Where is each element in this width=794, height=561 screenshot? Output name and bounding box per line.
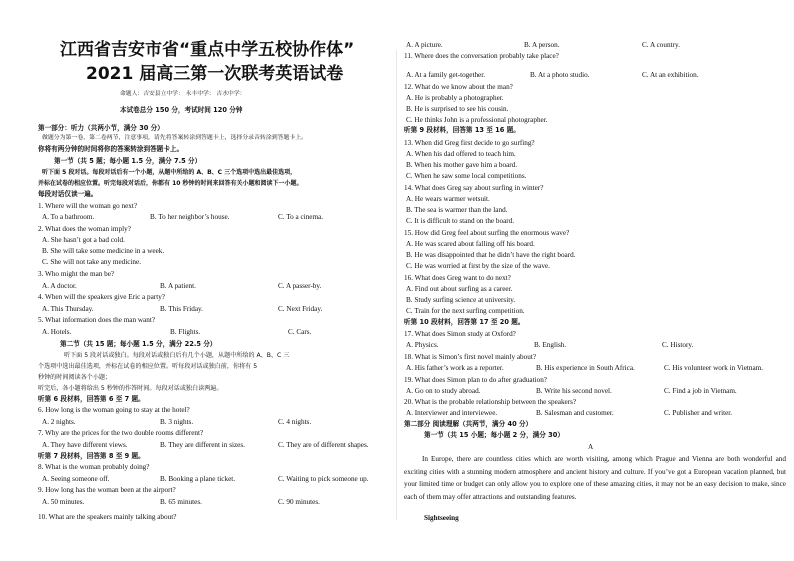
q20-option-c: C. Publisher and writer. xyxy=(664,409,733,417)
question-5: 5. What information does the man want? xyxy=(38,316,156,324)
question-3: 3. Who might the man be? xyxy=(38,270,115,278)
q4-option-c: C. Next Friday. xyxy=(278,305,323,313)
question-13: 13. When did Greg first decide to go surfing? xyxy=(404,139,535,147)
material-9-heading: 听第 9 段材料，回答第 13 至 16 题。 xyxy=(404,126,520,134)
question-2: 2. What does the woman imply? xyxy=(38,225,131,233)
question-8: 8. What is the woman probably doing? xyxy=(38,463,150,471)
q20-option-a: A. Interviewer and interviewee. xyxy=(406,409,498,417)
q7-option-a: A. They have different views. xyxy=(42,441,128,449)
q16-option-a: A. Find out about surfing as a career. xyxy=(406,285,513,293)
q6-option-a: A. 2 nights. xyxy=(42,418,76,426)
q10-option-a: A. A picture. xyxy=(406,41,443,49)
section1-instr2: 并标在试卷的相应位置。听完每段对话后，你都有 10 秒钟的时间来回答有关小题和阅读下一小题。 xyxy=(38,180,303,187)
question-11: 11. Where does the conversation probably take place? xyxy=(404,52,559,60)
section1-instr3: 每段对话仅读一遍。 xyxy=(38,190,98,198)
q3-option-a: A. A doctor. xyxy=(42,282,77,290)
column-divider xyxy=(396,50,397,520)
q8-option-b: B. Booking a plane ticket. xyxy=(160,475,236,483)
q11-option-b: B. At a photo studio. xyxy=(530,71,590,79)
q15-option-b: B. He was disappointed that he didn’t have the right board. xyxy=(406,251,576,259)
q1-option-c: C. To a cinema. xyxy=(278,213,324,221)
q16-option-c: C. Train for the next surfing competition. xyxy=(406,307,525,315)
q19-option-c: C. Find a job in Vietnam. xyxy=(664,387,737,395)
q2-option-b: B. She will take some medicine in a week. xyxy=(42,247,165,255)
q7-option-c: C. They are of different shapes. xyxy=(278,441,369,449)
q11-option-a: A. At a family get-together. xyxy=(406,71,486,79)
question-17: 17. What does Simon study at Oxford? xyxy=(404,330,516,338)
passage-label: A xyxy=(588,443,594,451)
intro-line2: 你将有两分钟的时间将你的答案转涂到答题卡上。 xyxy=(38,145,184,153)
q3-option-b: B. A patient. xyxy=(160,282,196,290)
q18-option-a: A. His father’s work as a reporter. xyxy=(406,364,504,372)
q13-option-a: A. When his dad offered to teach him. xyxy=(406,150,516,158)
part2-section1-heading: 第一节（共 15 小题；每小题 2 分，满分 30） xyxy=(424,431,564,439)
passage-text: In Europe, there are countless cities which are worth visiting, among which Prague and Vienna are both wonderful and exciting cities with a stunning modern atmosphere and ancient history and culture. If you’ve got a European vacation planned, but your limited time or budget can only allow you to explore one of these amazing cities, it may not be an easy decision to make, since each of them may offer attractions and outstanding features. xyxy=(404,455,786,501)
q10-option-b: B. A person. xyxy=(524,41,560,49)
question-19: 19. What does Simon plan to do after graduation? xyxy=(404,376,547,384)
section2-instr4: 听完后，各小题将给出 5 秒钟的作答时间。每段对话或独白读两遍。 xyxy=(38,385,223,392)
q4-option-a: A. This Thursday. xyxy=(42,305,94,313)
q5-option-b: B. Flights. xyxy=(170,328,201,336)
q15-option-c: C. He was worried at first by the size of the wave. xyxy=(406,262,550,270)
question-15: 15. How did Greg feel about surfing the enormous wave? xyxy=(404,229,570,237)
q6-option-c: C. 4 nights. xyxy=(278,418,312,426)
q8-option-c: C. Waiting to pick someone up. xyxy=(278,475,369,483)
section2-instr1: 听下面 5 段对话或独白。每段对话或独白后有几个小题，从题中所给的 A、B、C 三 xyxy=(64,352,290,359)
q9-option-a: A. 50 minutes. xyxy=(42,498,85,506)
q1-option-a: A. To a bathroom. xyxy=(42,213,95,221)
q6-option-b: B. 3 nights. xyxy=(160,418,194,426)
q19-option-a: A. Go on to study abroad. xyxy=(406,387,481,395)
question-4: 4. When will the speakers give Eric a party? xyxy=(38,293,165,301)
question-12: 12. What do we know about the man? xyxy=(404,83,513,91)
part2-heading: 第二部分 阅读理解（共两节，满分 40 分） xyxy=(404,420,533,428)
section1-heading: 第一节（共 5 题；每小题 1.5 分，满分 7.5 分） xyxy=(54,157,202,165)
q1-option-b: B. To her neighbor’s house. xyxy=(150,213,230,221)
q15-option-a: A. He was scared about falling off his board. xyxy=(406,240,535,248)
sightseeing-heading: Sightseeing xyxy=(424,514,459,522)
q12-option-a: A. He is probably a photographer. xyxy=(406,94,504,102)
q12-option-b: B. He is surprised to see his cousin. xyxy=(406,105,509,113)
question-6: 6. How long is the woman going to stay at the hotel? xyxy=(38,406,190,414)
q14-option-a: A. He wears warmer wetsuit. xyxy=(406,195,490,203)
q18-option-c: C. His volunteer work in Vietnam. xyxy=(664,364,764,372)
q11-option-c: C. At an exhibition. xyxy=(642,71,699,79)
q17-option-a: A. Physics. xyxy=(406,341,439,349)
q2-option-a: A. She hasn’t got a bad cold. xyxy=(42,236,125,244)
q14-option-b: B. The sea is warmer than the land. xyxy=(406,206,508,214)
q14-option-c: C. It is difficult to stand on the board. xyxy=(406,217,515,225)
q5-option-c: C. Cars. xyxy=(288,328,312,336)
q16-option-b: B. Study surfing science at university. xyxy=(406,296,516,304)
right-column xyxy=(398,0,794,561)
q13-option-b: B. When his mother gave him a board. xyxy=(406,161,518,169)
section2-instr3: 秒钟的时间阅读各个小题； xyxy=(38,374,112,381)
q9-option-c: C. 90 minutes. xyxy=(278,498,320,506)
exam-title-line2: 2021 届高三第一次联考英语试卷 xyxy=(86,64,344,84)
part1-heading: 第一部分：听力（共两小节，满分 30 分） xyxy=(38,124,164,132)
question-18: 18. What is Simon’s first novel mainly about? xyxy=(404,353,537,361)
section1-instr1: 听下面 5 段对话。每段对话后有一个小题，从题中所给的 A、B、C 三个选项中选出最佳选项， xyxy=(42,169,297,176)
material-7-heading: 听第 7 段材料，回答第 8 至 9 题。 xyxy=(38,452,145,460)
q17-option-c: C. History. xyxy=(662,341,694,349)
q18-option-b: B. His experience in South Africa. xyxy=(536,364,635,372)
question-7: 7. Why are the prices for the two double rooms different? xyxy=(38,429,204,437)
q13-option-c: C. When he saw some local competitions. xyxy=(406,172,527,180)
q17-option-b: B. English. xyxy=(534,341,567,349)
q12-option-c: C. He thinks John is a professional photographer. xyxy=(406,116,548,124)
question-14: 14. What does Greg say about surfing in winter? xyxy=(404,184,544,192)
q7-option-b: B. They are different in sizes. xyxy=(160,441,245,449)
q10-option-c: C. A country. xyxy=(642,41,680,49)
q8-option-a: A. Seeing someone off. xyxy=(42,475,110,483)
intro-line1: 做题分为第一卷，第二卷两节，注意事项，请先将答案转涂到答题卡上，选择分录音转涂到答题卡上。 xyxy=(42,135,308,141)
section2-instr2: 个选项中选出最佳选项，并标在试卷的相应位置。听每段对话或独白前，你将有 5 xyxy=(38,363,258,370)
question-1: 1. Where will the woman go next? xyxy=(38,202,138,210)
question-16: 16. What does Greg want to do next? xyxy=(404,274,511,282)
q9-option-b: B. 65 minutes. xyxy=(160,498,202,506)
q4-option-b: B. This Friday. xyxy=(160,305,203,313)
exam-title-line1: 江西省吉安市省“重点中学五校协作体” xyxy=(60,40,355,60)
score-line: 本试卷总分 150 分，考试时间 120 分钟 xyxy=(120,106,243,114)
q2-option-c: C. She will not take any medicine. xyxy=(42,258,142,266)
q5-option-a: A. Hotels. xyxy=(42,328,72,336)
authors-line: 命题人：吉安县立中学： 永丰中学： 吉水中学： xyxy=(120,91,246,97)
question-9: 9. How long has the woman been at the airport? xyxy=(38,486,176,494)
q3-option-c: C. A passer-by. xyxy=(278,282,322,290)
question-10: 10. What are the speakers mainly talking about? xyxy=(38,513,177,521)
material-10-heading: 听第 10 段材料，回答第 17 至 20 题。 xyxy=(404,318,525,326)
section2-heading: 第二节（共 15 题；每小题 1.5 分，满分 22.5 分） xyxy=(60,340,217,348)
question-20: 20. What is the probable relationship between the speakers? xyxy=(404,398,577,406)
q19-option-b: B. Write his second novel. xyxy=(536,387,612,395)
left-column xyxy=(0,0,396,561)
q20-option-b: B. Salesman and customer. xyxy=(536,409,614,417)
material-6-heading: 听第 6 段材料，回答第 6 至 7 题。 xyxy=(38,395,145,403)
